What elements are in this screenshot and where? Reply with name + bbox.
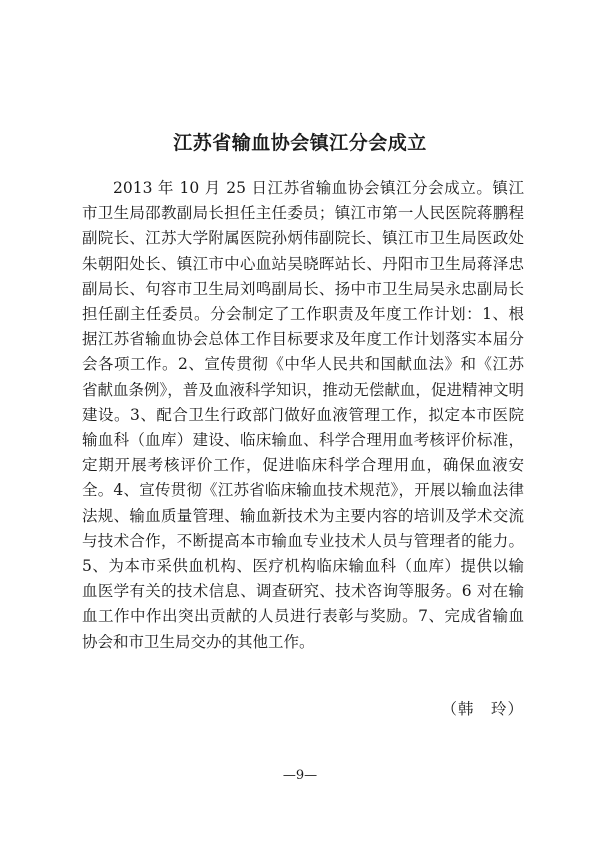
page-number: —9— bbox=[282, 768, 318, 783]
article-title: 江苏省输血协会镇江分会成立 bbox=[173, 132, 427, 154]
article-body: 2013 年 10 月 25 日江苏省输血协会镇江分会成立。镇江市卫生局邵教副局长担任主任委员；镇江市第一人民医院蒋鹏程副院长、江苏大学附属医院孙炳伟副院长、镇江市卫生局医政处朱朝阳处长、镇江市中心血站吴晓晖站长、丹阳市卫生局蒋泽忠副局长、句容市卫生局刘鸣副局长、扬中市卫生局吴永忠副局长担任副主任委员。分会制定了工作职责及年度工作计划：1、根据江苏省输血协会总体工作目标要求及年度工作计划落实本届分会各项工作。2、宣传贯彻《中华人民共和国献血法》和《江苏省献血条例》，普及血液科学知识，推动无偿献血，促进精神文明建设。3、配合卫生行政部门做好血液管理工作，拟定本市医院输血科（血库）建设、临床输血、科学合理用血考核评价标准，定期开展考核评价工作，促进临床科学合理用血，确保血液安全。4、宣传贯彻《江苏省临床输血技术规范》，开展以输血法律法规、输血质量管理、输血新技术为主要内容的培训及学术交流与技术合作，不断提高本市输血专业技术人员与管理者的能力。5、为本市采供血机构、医疗机构临床输血科（血库）提供以输血医学有关的技术信息、调查研究、技术咨询等服务。6 对在输血工作中作出突出贡献的人员进行表彰与奖励。7、完成省输血协会和市卫生局交办的其他工作。 bbox=[82, 179, 524, 651]
article-author: （韩 玲） bbox=[441, 700, 524, 718]
